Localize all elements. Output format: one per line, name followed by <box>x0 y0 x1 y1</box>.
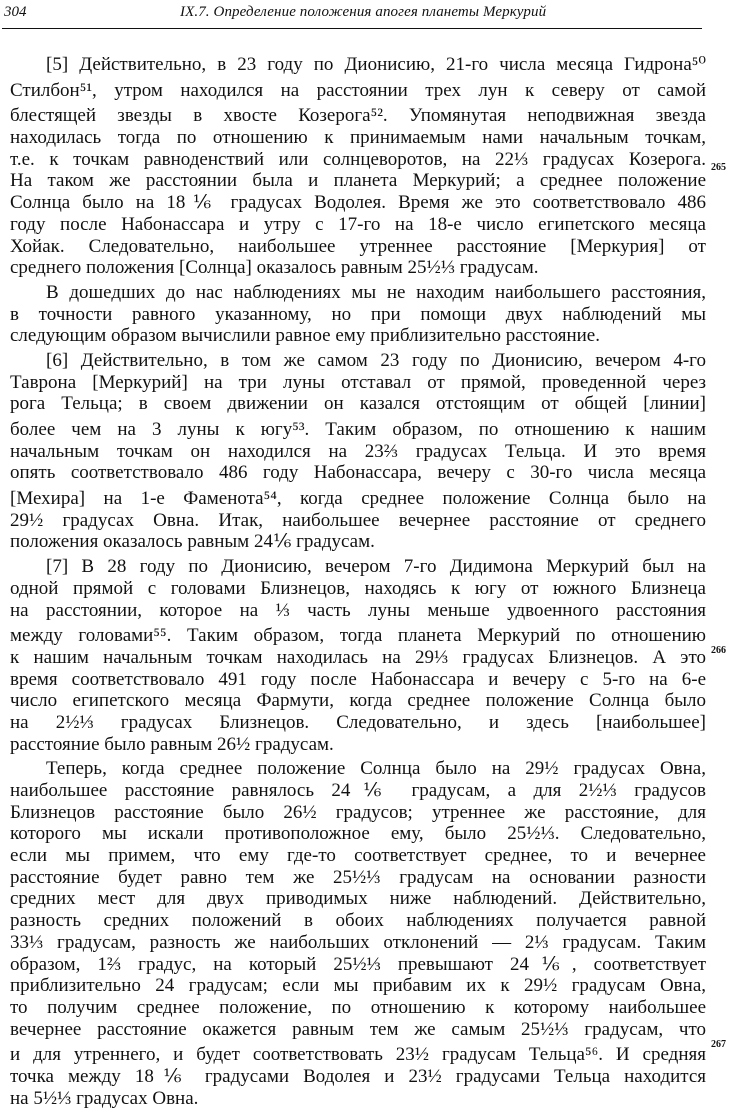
text-line: Таврона [Меркурий] на три луны отставал от прямой, проведенной через <box>10 371 706 393</box>
text-line: к нашим начальным точкам находилась на 29⅓ градусах Близнецов. А это <box>10 646 706 668</box>
text-line: то получим среднее положение, по отношению к которому наибольшее <box>10 996 706 1018</box>
margin-page-ref: 267 <box>711 1039 726 1050</box>
text-line: приблизительно 24 градусам; если мы прибавим их к 29½ градусам Овна, <box>10 975 706 997</box>
page-header <box>0 0 739 36</box>
text-body <box>10 54 706 1109</box>
text-line: [5] Действительно, в 23 году по Дионисию, 21-го числа месяца Гидрона⁵⁰ <box>46 54 706 75</box>
text-line: [Мехира] на 1-е Фаменота⁵⁴, когда среднее положение Солнца было на <box>10 488 706 510</box>
text-line: Солнца было на 18⅙ градусах Водолея. Время же это соответствовало 486 <box>10 192 706 214</box>
text-line: образом, 1⅔ градус, на который 25½⅓ превышают 24⅙, соответствует <box>10 953 706 975</box>
text-line: и для утреннего, и будет соответствовать 23½ градусам Тельца⁵⁶. И средняя <box>10 1044 706 1066</box>
text-line: одной прямой с головами Близнецов, находясь к югу от южного Близнеца <box>10 577 706 599</box>
text-line: расстояние будет равно тем же 25½⅓ градусам на основании разности <box>10 866 706 888</box>
text-line: между головами⁵⁵. Таким образом, тогда планета Меркурий по отношению <box>10 625 706 647</box>
header-rule <box>2 28 702 29</box>
text-line: если мы примем, что ему где-то соответствует среднее, то и вечернее <box>10 845 706 867</box>
text-line: разность средних положений в обоих наблюдениях получается равной <box>10 910 706 932</box>
text-line: следующим образом вычислили равное ему приблизительно расстояние. <box>10 325 600 347</box>
text-line: В дошедших до нас наблюдениях мы не находим наибольшего расстояния, <box>46 281 706 303</box>
text-line: Близнецов расстояние было 26½ градусов; утреннее же расстояние, для <box>10 801 706 823</box>
text-line: Теперь, когда среднее положение Солнца было на 29½ градусах Овна, <box>46 758 706 780</box>
text-line: [7] В 28 году по Дионисию, вечером 7-го Дидимона Меркурий был на <box>46 556 706 578</box>
text-line: на расстоянии, которое на ⅓ часть луны меньше удвоенного расстояния <box>10 599 706 621</box>
text-line: среднего положения [Солнца] оказалось равным 25½⅓ градусам. <box>10 257 539 279</box>
page-number: 304 <box>4 4 27 20</box>
text-line: 33⅓ градусам, разность же наибольших отклонений — 2⅓ градусам. Таким <box>10 931 706 953</box>
text-line: т.е. к точкам равноденствий или солнцеворотов, на 22⅓ градусах Козерога. <box>10 148 706 170</box>
text-line: рога Тельца; в своем движении он казался отстоящим от общей [линии] <box>10 393 706 415</box>
text-line: 29½ градусах Овна. Итак, наибольшее вечернее расстояние от среднего <box>10 509 706 531</box>
text-line: начальным точкам он находился на 23⅔ градусах Тельца. И это время <box>10 440 706 462</box>
margin-page-ref: 265 <box>711 162 726 173</box>
text-line: году после Набонассара и утру с 17-го на 18-е число египетского месяца <box>10 213 706 235</box>
text-line: опять соответствовало 486 году Набонассара, вечеру с 30-го числа месяца <box>10 462 706 484</box>
text-line: расстояние было равным 26½ градусам. <box>10 733 334 755</box>
text-line: на 5½⅓ градусах Овна. <box>10 1087 199 1109</box>
text-line: находилась тогда по отношению к принимаемым нами начальным точкам, <box>10 127 706 149</box>
text-line: вечернее расстояние окажется равным тем же самым 25½⅓ градусам, что <box>10 1018 706 1040</box>
text-line: Хойак. Следовательно, наибольшее утреннее расстояние [Меркурия] от <box>10 235 706 257</box>
margin-page-ref: 266 <box>711 645 726 656</box>
running-title: IX.7. Определение положения апогея планеты Меркурий <box>180 4 547 20</box>
text-line: число египетского месяца Фармути, когда среднее положение Солнца было <box>10 690 706 712</box>
text-line: [6] Действительно, в том же самом 23 году по Дионисию, вечером 4-го <box>46 349 706 371</box>
text-line: в точности равного указанному, но при помощи двух наблюдений мы <box>10 303 706 325</box>
text-line: которого мы искали противоположное ему, было 25½⅓. Следовательно, <box>10 823 706 845</box>
text-line: положения оказалось равным 24⅙ градусам. <box>10 531 375 553</box>
text-line: время соответствовало 491 году после Набонассара и вечеру с 5-го на 6-е <box>10 668 706 690</box>
text-line: Стилбон⁵¹, утром находился на расстоянии трех лун к северу от самой <box>10 79 706 101</box>
text-line: на 2½⅓ градусах Близнецов. Следовательно, и здесь [наибольшее] <box>10 711 706 733</box>
text-line: более чем на 3 луны к югу⁵³. Таким образом, по отношению к нашим <box>10 419 706 440</box>
text-line: средних мест для двух приводимых ниже наблюдений. Действительно, <box>10 888 706 910</box>
text-line: блестящей звезды в хвосте Козерога⁵². Упомянутая неподвижная звезда <box>10 105 706 127</box>
text-line: точка между 18⅙ градусами Водолея и 23½ градусами Тельца находится <box>10 1065 706 1087</box>
text-line: наибольшее расстояние равнялось 24⅙ градусам, а для 2½⅓ градусов <box>10 780 706 801</box>
text-line: На таком же расстоянии была и планета Меркурий; а среднее положение <box>10 170 706 192</box>
